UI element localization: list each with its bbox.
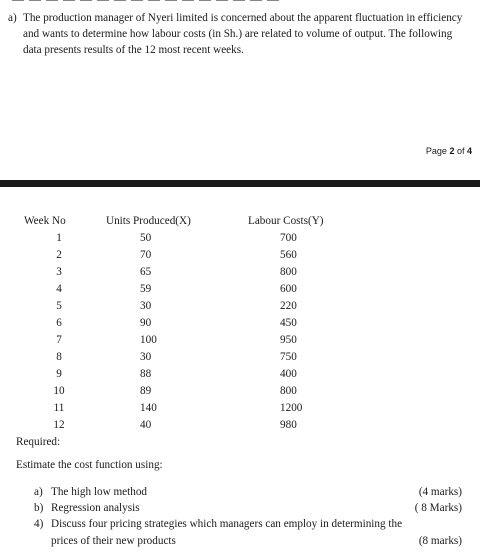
item-text: The high low method xyxy=(51,486,148,498)
item-label: 4) xyxy=(34,518,44,531)
table-body xyxy=(24,230,380,434)
cut-off-text xyxy=(0,0,480,3)
table-row xyxy=(24,366,380,383)
units-produced-cell: 65 xyxy=(140,266,152,279)
labour-costs-cell: 750 xyxy=(280,351,297,364)
labour-costs-cell: 700 xyxy=(280,232,297,245)
table-row xyxy=(24,417,380,434)
item-marks: ( 8 Marks) xyxy=(414,502,462,515)
question-a-label: a) xyxy=(8,12,17,24)
units-produced-cell: 100 xyxy=(140,334,157,347)
table-row xyxy=(24,349,380,366)
units-produced-cell: 88 xyxy=(140,368,152,381)
data-table xyxy=(24,213,380,434)
units-produced-cell: 89 xyxy=(140,385,152,398)
table-row xyxy=(24,230,380,247)
table-row xyxy=(24,332,380,349)
question-item xyxy=(34,500,462,516)
week-no-cell: 6 xyxy=(56,317,62,330)
estimate-instruction: Estimate the cost function using: xyxy=(16,459,163,471)
page-number-prefix: Page xyxy=(425,146,450,156)
table-row xyxy=(24,298,380,315)
week-no-cell: 9 xyxy=(56,368,62,381)
table-row xyxy=(24,400,380,417)
header-week-no: Week No xyxy=(24,215,66,228)
item-marks: (4 marks) xyxy=(418,486,462,498)
week-no-cell: 8 xyxy=(56,351,62,364)
table-row xyxy=(24,383,380,400)
units-produced-cell: 30 xyxy=(140,300,152,313)
labour-costs-cell: 600 xyxy=(280,283,297,296)
table-row xyxy=(24,315,380,332)
question-item xyxy=(34,484,462,500)
week-no-cell: 4 xyxy=(56,283,62,296)
labour-costs-cell: 450 xyxy=(280,317,297,330)
question-item xyxy=(34,516,462,548)
week-no-cell: 11 xyxy=(53,402,65,415)
week-no-cell: 7 xyxy=(56,334,62,347)
table-row xyxy=(24,281,380,298)
table-header-row xyxy=(24,213,380,230)
page-number-middle: of xyxy=(454,146,467,156)
week-no-cell: 12 xyxy=(53,419,65,432)
units-produced-cell: 40 xyxy=(140,419,152,432)
labour-costs-cell: 800 xyxy=(280,266,297,279)
header-labour-costs: Labour Costs(Y) xyxy=(248,215,324,228)
units-produced-cell: 59 xyxy=(140,283,152,296)
units-produced-cell: 140 xyxy=(140,402,157,415)
labour-costs-cell: 1200 xyxy=(280,402,303,415)
week-no-cell: 10 xyxy=(53,385,65,398)
item-text: Regression analysis xyxy=(51,502,140,515)
table-row xyxy=(24,264,380,281)
header-units-produced: Units Produced(X) xyxy=(106,215,191,228)
page-number xyxy=(426,145,472,158)
page-number-total: 4 xyxy=(466,146,472,156)
labour-costs-cell: 950 xyxy=(280,334,297,347)
page-number-current: 2 xyxy=(449,146,455,156)
labour-costs-cell: 560 xyxy=(280,249,297,262)
units-produced-cell: 90 xyxy=(140,317,152,330)
question-a xyxy=(8,10,470,59)
units-produced-cell: 50 xyxy=(140,232,152,245)
labour-costs-cell: 220 xyxy=(280,300,297,313)
labour-costs-cell: 980 xyxy=(280,419,297,432)
required-heading: Required: xyxy=(16,436,61,448)
week-no-cell: 3 xyxy=(56,266,62,279)
units-produced-cell: 70 xyxy=(140,249,152,262)
labour-costs-cell: 400 xyxy=(280,368,297,381)
week-no-cell: 5 xyxy=(56,300,62,313)
question-items xyxy=(34,484,462,549)
item-marks: (8 marks) xyxy=(418,534,462,547)
week-no-cell: 2 xyxy=(56,249,62,262)
page-separator xyxy=(0,180,480,187)
item-label: b) xyxy=(34,502,44,515)
table-row xyxy=(24,247,380,264)
item-label: a) xyxy=(34,486,43,498)
labour-costs-cell: 800 xyxy=(280,385,297,398)
week-no-cell: 1 xyxy=(56,232,62,245)
question-a-text: The production manager of Nyeri limited is concerned about the apparent fluctuation in efficiency and wants to determine how labour costs (in Sh.) are related to volume of output. The following data presents results of the 12 most recent weeks. xyxy=(23,12,463,57)
units-produced-cell: 30 xyxy=(140,351,152,364)
item-text: Discuss four pricing strategies which managers can employ in determining the prices of their new products xyxy=(51,518,403,547)
